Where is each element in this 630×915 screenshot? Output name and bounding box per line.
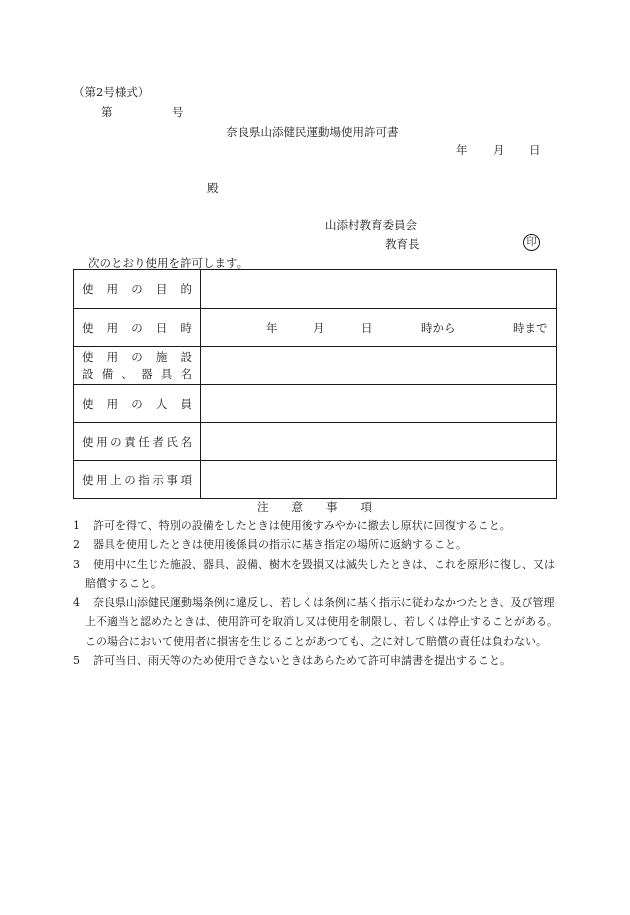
dt-from: 時から (421, 320, 456, 335)
addressee-suffix: 殿 (207, 181, 219, 195)
issue-year: 年 (456, 143, 468, 157)
table-row (74, 347, 557, 385)
table-row (74, 270, 557, 309)
note-text: 器具を使用したときは使用後係員の指示に基き指定の場所に返納すること。 (93, 538, 467, 552)
note-number: 5 (73, 654, 80, 668)
note-item (73, 651, 563, 670)
table-row (74, 385, 557, 423)
responsible-field[interactable] (201, 423, 557, 461)
permit-table (73, 269, 557, 499)
facility-field[interactable] (201, 347, 557, 385)
intro-text: 次のとおり使用を許可します。 (88, 256, 249, 270)
note-item (73, 516, 563, 535)
notes-heading: 注 意 事 項 (257, 500, 372, 514)
datetime-label: 使用の日時 (82, 320, 192, 335)
note-number: 1 (73, 519, 80, 532)
note-item (73, 593, 563, 651)
document-number-suffix: 号 (172, 105, 184, 119)
document-title: 奈良県山添健民運動場使用許可書 (226, 125, 399, 139)
dt-year: 年 (266, 320, 278, 335)
datetime-field[interactable] (201, 309, 557, 347)
instructions-label: 使用上の指示事項 (82, 472, 192, 487)
note-item (73, 535, 563, 554)
note-item (73, 555, 563, 594)
table-row (74, 309, 557, 347)
note-text: 奈良県山添健民運動場条例に違反し、若しくは条例に基く指示に従わなかつたとき、及び管理上不適当と認めたときは、使用許可を取消し又は使用を制限し、若しくは停止することがある。この場合において使用者に損害を生じることがあつても、之に対して賠償の責任は負わない。 (85, 596, 558, 648)
responsible-label: 使用の責任者氏名 (82, 434, 192, 449)
table-row (74, 423, 557, 461)
purpose-field[interactable] (201, 270, 557, 309)
issue-day: 日 (529, 143, 541, 157)
note-number: 3 (73, 557, 80, 571)
dt-until: 時まで (513, 320, 548, 335)
instructions-field[interactable] (201, 461, 557, 499)
note-text: 許可を得て、特別の設備をしたときは使用後すみやかに撤去し原状に回復すること。 (93, 519, 511, 532)
dt-day: 日 (361, 320, 373, 335)
table-row (74, 461, 557, 499)
notes-list (73, 516, 563, 670)
facility-label-line2: 設備、器具名 (82, 366, 192, 381)
note-text: 許可当日、雨天等のため使用できないときはあらためて許可申請書を提出すること。 (93, 654, 511, 668)
people-field[interactable] (201, 385, 557, 423)
facility-label (74, 349, 192, 383)
issuer-organization: 山添村教育委員会 (325, 218, 417, 232)
seal-mark: 印 (523, 234, 540, 251)
note-number: 2 (73, 538, 80, 552)
document-number-prefix: 第 (101, 105, 113, 119)
dt-month: 月 (313, 320, 325, 335)
facility-label-line1: 使用の施設 (82, 349, 192, 364)
style-number: （第2号様式） (73, 85, 150, 99)
issuer-title: 教育長 (385, 237, 420, 251)
note-text: 使用中に生じた施設、器具、設備、樹木を毀損又は滅失したときは、これを原形に復し、又は賠償すること。 (85, 557, 555, 590)
note-number: 4 (73, 596, 80, 610)
issue-month: 月 (493, 143, 505, 157)
purpose-label: 使用の目的 (82, 282, 192, 296)
people-label: 使用の人員 (82, 396, 192, 411)
